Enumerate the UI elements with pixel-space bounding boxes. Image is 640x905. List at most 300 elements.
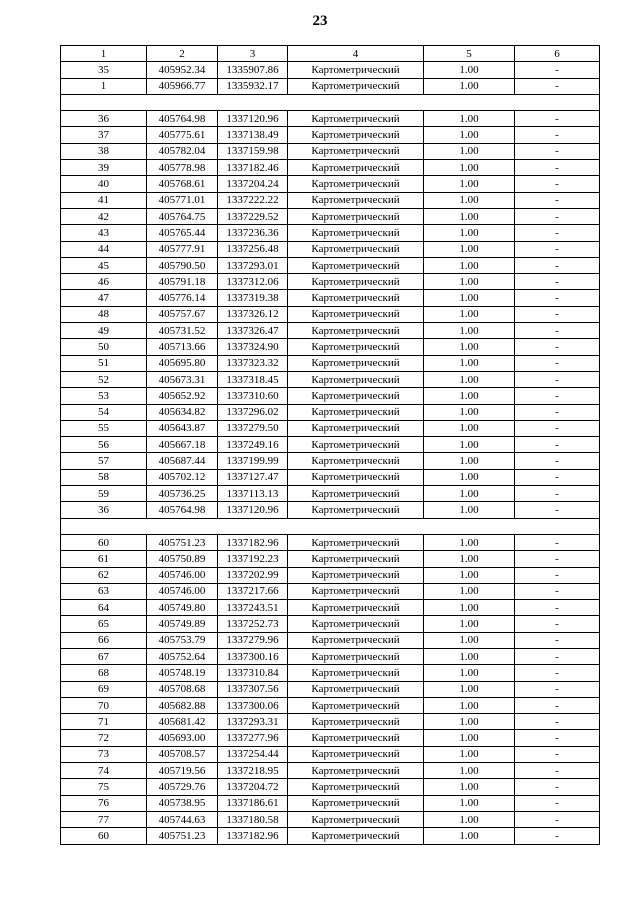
x-coordinate-cell: 405643.87: [147, 420, 218, 436]
y-coordinate-cell: 1337296.02: [218, 404, 288, 420]
point-number-cell: 66: [61, 632, 147, 648]
y-coordinate-cell: 1337326.47: [218, 323, 288, 339]
note-cell: -: [515, 290, 600, 306]
method-cell: Картометрический: [288, 323, 424, 339]
accuracy-cell: 1.00: [424, 78, 515, 94]
accuracy-cell: 1.00: [424, 208, 515, 224]
table-row: [61, 225, 600, 241]
method-cell: Картометрический: [288, 257, 424, 273]
note-cell: -: [515, 274, 600, 290]
note-cell: -: [515, 665, 600, 681]
point-number-cell: 39: [61, 160, 147, 176]
x-coordinate-cell: 405682.88: [147, 697, 218, 713]
method-cell: Картометрический: [288, 355, 424, 371]
x-coordinate-cell: 405952.34: [147, 62, 218, 78]
point-number-cell: 71: [61, 714, 147, 730]
accuracy-cell: 1.00: [424, 811, 515, 827]
accuracy-cell: 1.00: [424, 469, 515, 485]
x-coordinate-cell: 405749.89: [147, 616, 218, 632]
point-number-cell: 45: [61, 257, 147, 273]
x-coordinate-cell: 405693.00: [147, 730, 218, 746]
y-coordinate-cell: 1337180.58: [218, 811, 288, 827]
column-header: 3: [218, 46, 288, 62]
note-cell: -: [515, 453, 600, 469]
note-cell: -: [515, 241, 600, 257]
y-coordinate-cell: 1337222.22: [218, 192, 288, 208]
note-cell: -: [515, 583, 600, 599]
method-cell: Картометрический: [288, 600, 424, 616]
accuracy-cell: 1.00: [424, 779, 515, 795]
method-cell: Картометрический: [288, 208, 424, 224]
y-coordinate-cell: 1337127.47: [218, 469, 288, 485]
note-cell: -: [515, 600, 600, 616]
accuracy-cell: 1.00: [424, 730, 515, 746]
accuracy-cell: 1.00: [424, 697, 515, 713]
method-cell: Картометрический: [288, 811, 424, 827]
x-coordinate-cell: 405776.14: [147, 290, 218, 306]
note-cell: -: [515, 111, 600, 127]
accuracy-cell: 1.00: [424, 62, 515, 78]
x-coordinate-cell: 405771.01: [147, 192, 218, 208]
table-row: [61, 583, 600, 599]
point-number-cell: 52: [61, 371, 147, 387]
y-coordinate-cell: 1337312.06: [218, 274, 288, 290]
point-number-cell: 77: [61, 811, 147, 827]
method-cell: Картометрический: [288, 763, 424, 779]
point-number-cell: 73: [61, 746, 147, 762]
method-cell: Картометрический: [288, 176, 424, 192]
note-cell: -: [515, 486, 600, 502]
y-coordinate-cell: 1337202.99: [218, 567, 288, 583]
accuracy-cell: 1.00: [424, 616, 515, 632]
accuracy-cell: 1.00: [424, 681, 515, 697]
table-row: [61, 437, 600, 453]
separator-cell: [61, 518, 600, 534]
y-coordinate-cell: 1337138.49: [218, 127, 288, 143]
note-cell: -: [515, 420, 600, 436]
table-row: [61, 339, 600, 355]
y-coordinate-cell: 1337204.72: [218, 779, 288, 795]
table-row: [61, 453, 600, 469]
point-number-cell: 76: [61, 795, 147, 811]
method-cell: Картометрический: [288, 779, 424, 795]
x-coordinate-cell: 405752.64: [147, 648, 218, 664]
method-cell: Картометрический: [288, 241, 424, 257]
point-number-cell: 58: [61, 469, 147, 485]
y-coordinate-cell: 1337254.44: [218, 746, 288, 762]
table-row: [61, 567, 600, 583]
method-cell: Картометрический: [288, 616, 424, 632]
point-number-cell: 56: [61, 437, 147, 453]
point-number-cell: 36: [61, 502, 147, 518]
y-coordinate-cell: 1337229.52: [218, 208, 288, 224]
point-number-cell: 37: [61, 127, 147, 143]
table-row: [61, 176, 600, 192]
table-row: [61, 828, 600, 844]
table-row: [61, 714, 600, 730]
method-cell: Картометрический: [288, 274, 424, 290]
method-cell: Картометрический: [288, 534, 424, 550]
table-row: [61, 763, 600, 779]
table-row: [61, 730, 600, 746]
point-number-cell: 48: [61, 306, 147, 322]
y-coordinate-cell: 1337199.99: [218, 453, 288, 469]
method-cell: Картометрический: [288, 339, 424, 355]
note-cell: -: [515, 616, 600, 632]
x-coordinate-cell: 405746.00: [147, 567, 218, 583]
method-cell: Картометрический: [288, 453, 424, 469]
point-number-cell: 65: [61, 616, 147, 632]
y-coordinate-cell: 1337256.48: [218, 241, 288, 257]
accuracy-cell: 1.00: [424, 567, 515, 583]
x-coordinate-cell: 405667.18: [147, 437, 218, 453]
note-cell: -: [515, 811, 600, 827]
point-number-cell: 38: [61, 143, 147, 159]
note-cell: -: [515, 714, 600, 730]
accuracy-cell: 1.00: [424, 534, 515, 550]
y-coordinate-cell: 1337326.12: [218, 306, 288, 322]
table-row: [61, 111, 600, 127]
note-cell: -: [515, 192, 600, 208]
method-cell: Картометрический: [288, 192, 424, 208]
table-header-row: [61, 46, 600, 62]
table-row: [61, 355, 600, 371]
x-coordinate-cell: 405768.61: [147, 176, 218, 192]
y-coordinate-cell: 1337319.38: [218, 290, 288, 306]
point-number-cell: 46: [61, 274, 147, 290]
point-number-cell: 74: [61, 763, 147, 779]
column-header: 4: [288, 46, 424, 62]
x-coordinate-cell: 405738.95: [147, 795, 218, 811]
point-number-cell: 47: [61, 290, 147, 306]
accuracy-cell: 1.00: [424, 551, 515, 567]
point-number-cell: 49: [61, 323, 147, 339]
point-number-cell: 50: [61, 339, 147, 355]
table-row: [61, 371, 600, 387]
point-number-cell: 64: [61, 600, 147, 616]
point-number-cell: 72: [61, 730, 147, 746]
y-coordinate-cell: 1337310.84: [218, 665, 288, 681]
x-coordinate-cell: 405681.42: [147, 714, 218, 730]
x-coordinate-cell: 405736.25: [147, 486, 218, 502]
x-coordinate-cell: 405757.67: [147, 306, 218, 322]
x-coordinate-cell: 405790.50: [147, 257, 218, 273]
method-cell: Картометрический: [288, 567, 424, 583]
point-number-cell: 63: [61, 583, 147, 599]
note-cell: -: [515, 648, 600, 664]
x-coordinate-cell: 405719.56: [147, 763, 218, 779]
y-coordinate-cell: 1337277.96: [218, 730, 288, 746]
note-cell: -: [515, 355, 600, 371]
y-coordinate-cell: 1337293.31: [218, 714, 288, 730]
y-coordinate-cell: 1337279.96: [218, 632, 288, 648]
note-cell: -: [515, 551, 600, 567]
coordinates-table: [60, 45, 600, 845]
method-cell: Картометрический: [288, 632, 424, 648]
y-coordinate-cell: 1337182.96: [218, 534, 288, 550]
method-cell: Картометрический: [288, 502, 424, 518]
x-coordinate-cell: 405746.00: [147, 583, 218, 599]
point-number-cell: 1: [61, 78, 147, 94]
x-coordinate-cell: 405634.82: [147, 404, 218, 420]
table-row: [61, 274, 600, 290]
method-cell: Картометрический: [288, 730, 424, 746]
method-cell: Картометрический: [288, 225, 424, 241]
method-cell: Картометрический: [288, 697, 424, 713]
x-coordinate-cell: 405751.23: [147, 534, 218, 550]
x-coordinate-cell: 405777.91: [147, 241, 218, 257]
table-row: [61, 208, 600, 224]
method-cell: Картометрический: [288, 583, 424, 599]
accuracy-cell: 1.00: [424, 746, 515, 762]
table-row: [61, 420, 600, 436]
accuracy-cell: 1.00: [424, 795, 515, 811]
note-cell: -: [515, 697, 600, 713]
table-row: [61, 160, 600, 176]
x-coordinate-cell: 405764.98: [147, 111, 218, 127]
method-cell: Картометрический: [288, 388, 424, 404]
point-number-cell: 67: [61, 648, 147, 664]
table-row: [61, 502, 600, 518]
method-cell: Картометрический: [288, 143, 424, 159]
method-cell: Картометрический: [288, 306, 424, 322]
accuracy-cell: 1.00: [424, 225, 515, 241]
note-cell: -: [515, 502, 600, 518]
table-row: [61, 323, 600, 339]
table-row: [61, 143, 600, 159]
note-cell: -: [515, 323, 600, 339]
table-row: [61, 697, 600, 713]
table-row: [61, 551, 600, 567]
x-coordinate-cell: 405764.75: [147, 208, 218, 224]
method-cell: Картометрический: [288, 78, 424, 94]
table-row: [61, 600, 600, 616]
point-number-cell: 51: [61, 355, 147, 371]
y-coordinate-cell: 1337252.73: [218, 616, 288, 632]
note-cell: -: [515, 534, 600, 550]
point-number-cell: 44: [61, 241, 147, 257]
table-separator-row: [61, 94, 600, 110]
x-coordinate-cell: 405708.68: [147, 681, 218, 697]
y-coordinate-cell: 1337300.06: [218, 697, 288, 713]
point-number-cell: 53: [61, 388, 147, 404]
note-cell: -: [515, 339, 600, 355]
point-number-cell: 57: [61, 453, 147, 469]
accuracy-cell: 1.00: [424, 241, 515, 257]
note-cell: -: [515, 127, 600, 143]
x-coordinate-cell: 405702.12: [147, 469, 218, 485]
method-cell: Картометрический: [288, 420, 424, 436]
y-coordinate-cell: 1337159.98: [218, 143, 288, 159]
method-cell: Картометрический: [288, 62, 424, 78]
note-cell: -: [515, 795, 600, 811]
y-coordinate-cell: 1337204.24: [218, 176, 288, 192]
accuracy-cell: 1.00: [424, 665, 515, 681]
method-cell: Картометрический: [288, 648, 424, 664]
accuracy-cell: 1.00: [424, 486, 515, 502]
note-cell: -: [515, 437, 600, 453]
accuracy-cell: 1.00: [424, 420, 515, 436]
separator-cell: [61, 94, 600, 110]
method-cell: Картометрический: [288, 160, 424, 176]
point-number-cell: 42: [61, 208, 147, 224]
table-row: [61, 62, 600, 78]
method-cell: Картометрический: [288, 795, 424, 811]
table-body: [61, 46, 600, 845]
table-row: [61, 648, 600, 664]
x-coordinate-cell: 405751.23: [147, 828, 218, 844]
table-row: [61, 681, 600, 697]
point-number-cell: 41: [61, 192, 147, 208]
x-coordinate-cell: 405713.66: [147, 339, 218, 355]
accuracy-cell: 1.00: [424, 127, 515, 143]
method-cell: Картометрический: [288, 290, 424, 306]
table-row: [61, 469, 600, 485]
y-coordinate-cell: 1337318.45: [218, 371, 288, 387]
note-cell: -: [515, 632, 600, 648]
table-row: [61, 257, 600, 273]
note-cell: -: [515, 78, 600, 94]
x-coordinate-cell: 405673.31: [147, 371, 218, 387]
accuracy-cell: 1.00: [424, 648, 515, 664]
table-row: [61, 795, 600, 811]
point-number-cell: 60: [61, 828, 147, 844]
note-cell: -: [515, 779, 600, 795]
y-coordinate-cell: 1337192.23: [218, 551, 288, 567]
point-number-cell: 68: [61, 665, 147, 681]
point-number-cell: 62: [61, 567, 147, 583]
x-coordinate-cell: 405775.61: [147, 127, 218, 143]
x-coordinate-cell: 405695.80: [147, 355, 218, 371]
method-cell: Картометрический: [288, 111, 424, 127]
accuracy-cell: 1.00: [424, 632, 515, 648]
point-number-cell: 69: [61, 681, 147, 697]
point-number-cell: 61: [61, 551, 147, 567]
note-cell: -: [515, 143, 600, 159]
note-cell: -: [515, 176, 600, 192]
y-coordinate-cell: 1337217.66: [218, 583, 288, 599]
point-number-cell: 36: [61, 111, 147, 127]
accuracy-cell: 1.00: [424, 176, 515, 192]
accuracy-cell: 1.00: [424, 453, 515, 469]
x-coordinate-cell: 405729.76: [147, 779, 218, 795]
accuracy-cell: 1.00: [424, 355, 515, 371]
y-coordinate-cell: 1335932.17: [218, 78, 288, 94]
table-separator-row: [61, 518, 600, 534]
accuracy-cell: 1.00: [424, 274, 515, 290]
table-row: [61, 811, 600, 827]
x-coordinate-cell: 405731.52: [147, 323, 218, 339]
accuracy-cell: 1.00: [424, 828, 515, 844]
note-cell: -: [515, 208, 600, 224]
point-number-cell: 35: [61, 62, 147, 78]
column-header: 2: [147, 46, 218, 62]
note-cell: -: [515, 567, 600, 583]
accuracy-cell: 1.00: [424, 339, 515, 355]
table-row: [61, 290, 600, 306]
accuracy-cell: 1.00: [424, 714, 515, 730]
method-cell: Картометрический: [288, 681, 424, 697]
accuracy-cell: 1.00: [424, 600, 515, 616]
method-cell: Картометрический: [288, 714, 424, 730]
point-number-cell: 59: [61, 486, 147, 502]
note-cell: -: [515, 306, 600, 322]
point-number-cell: 55: [61, 420, 147, 436]
y-coordinate-cell: 1337324.90: [218, 339, 288, 355]
point-number-cell: 54: [61, 404, 147, 420]
x-coordinate-cell: 405778.98: [147, 160, 218, 176]
accuracy-cell: 1.00: [424, 111, 515, 127]
y-coordinate-cell: 1337186.61: [218, 795, 288, 811]
y-coordinate-cell: 1337182.46: [218, 160, 288, 176]
x-coordinate-cell: 405744.63: [147, 811, 218, 827]
x-coordinate-cell: 405764.98: [147, 502, 218, 518]
x-coordinate-cell: 405708.57: [147, 746, 218, 762]
method-cell: Картометрический: [288, 371, 424, 387]
note-cell: -: [515, 681, 600, 697]
accuracy-cell: 1.00: [424, 323, 515, 339]
y-coordinate-cell: 1337243.51: [218, 600, 288, 616]
note-cell: -: [515, 730, 600, 746]
point-number-cell: 75: [61, 779, 147, 795]
column-header: 1: [61, 46, 147, 62]
accuracy-cell: 1.00: [424, 290, 515, 306]
y-coordinate-cell: 1337279.50: [218, 420, 288, 436]
y-coordinate-cell: 1337218.95: [218, 763, 288, 779]
point-number-cell: 60: [61, 534, 147, 550]
y-coordinate-cell: 1337323.32: [218, 355, 288, 371]
x-coordinate-cell: 405748.19: [147, 665, 218, 681]
accuracy-cell: 1.00: [424, 437, 515, 453]
note-cell: -: [515, 469, 600, 485]
y-coordinate-cell: 1337113.13: [218, 486, 288, 502]
note-cell: -: [515, 257, 600, 273]
y-coordinate-cell: 1337307.56: [218, 681, 288, 697]
point-number-cell: 70: [61, 697, 147, 713]
accuracy-cell: 1.00: [424, 583, 515, 599]
x-coordinate-cell: 405753.79: [147, 632, 218, 648]
method-cell: Картометрический: [288, 404, 424, 420]
accuracy-cell: 1.00: [424, 371, 515, 387]
method-cell: Картометрический: [288, 828, 424, 844]
method-cell: Картометрический: [288, 665, 424, 681]
method-cell: Картометрический: [288, 486, 424, 502]
method-cell: Картометрический: [288, 437, 424, 453]
y-coordinate-cell: 1335907.86: [218, 62, 288, 78]
table-row: [61, 632, 600, 648]
accuracy-cell: 1.00: [424, 257, 515, 273]
y-coordinate-cell: 1337236.36: [218, 225, 288, 241]
note-cell: -: [515, 763, 600, 779]
table-row: [61, 616, 600, 632]
point-number-cell: 43: [61, 225, 147, 241]
x-coordinate-cell: 405687.44: [147, 453, 218, 469]
method-cell: Картометрический: [288, 127, 424, 143]
y-coordinate-cell: 1337120.96: [218, 502, 288, 518]
accuracy-cell: 1.00: [424, 763, 515, 779]
x-coordinate-cell: 405782.04: [147, 143, 218, 159]
note-cell: -: [515, 371, 600, 387]
note-cell: -: [515, 160, 600, 176]
accuracy-cell: 1.00: [424, 404, 515, 420]
note-cell: -: [515, 828, 600, 844]
point-number-cell: 40: [61, 176, 147, 192]
y-coordinate-cell: 1337120.96: [218, 111, 288, 127]
table-row: [61, 779, 600, 795]
y-coordinate-cell: 1337310.60: [218, 388, 288, 404]
table-row: [61, 306, 600, 322]
table-row: [61, 404, 600, 420]
